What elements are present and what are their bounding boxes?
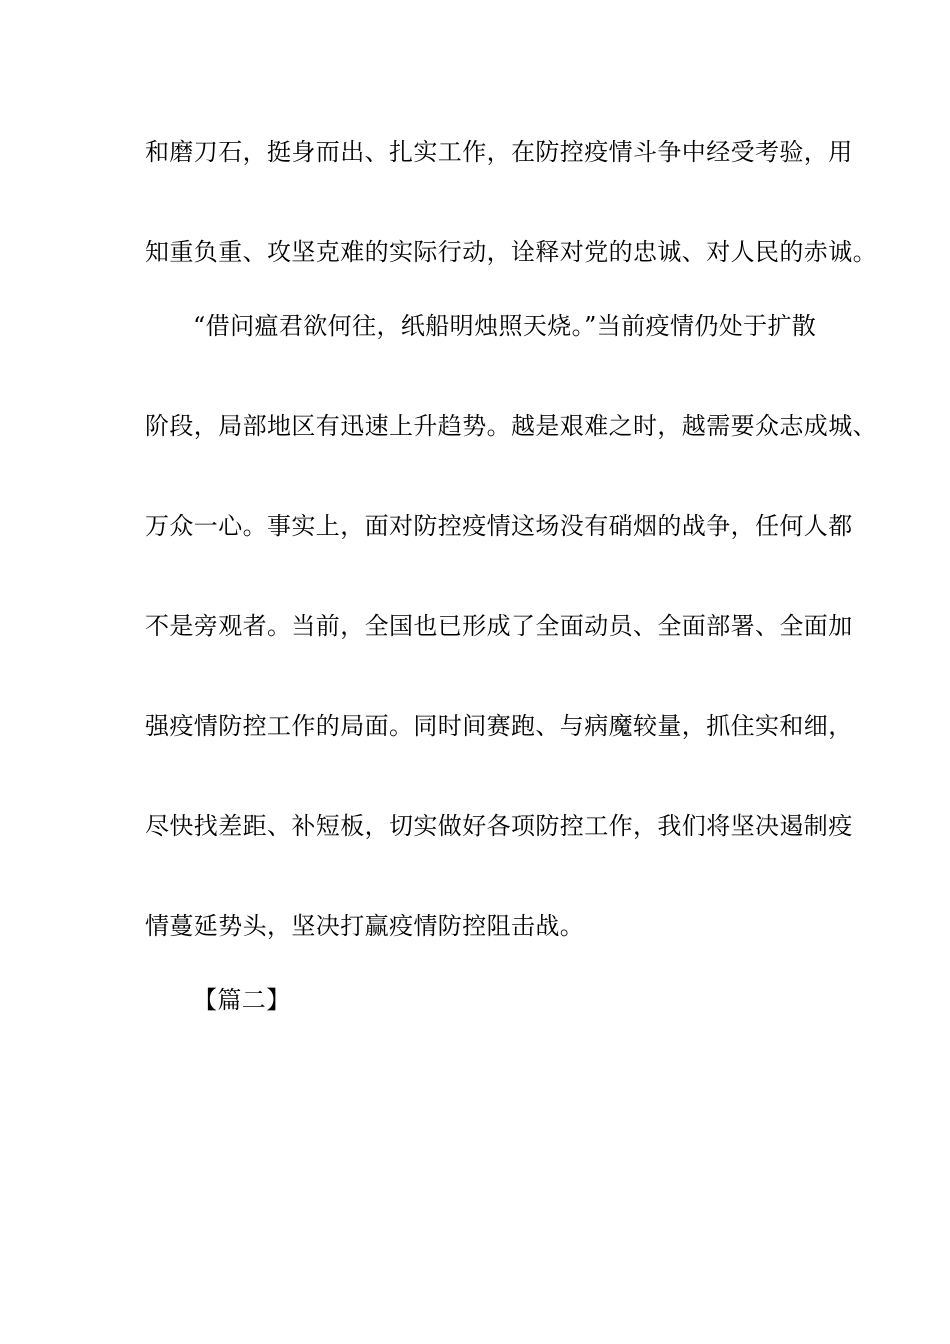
body-text-line: 知重负重、攻坚克难的实际行动，诠释对党的忠诚、对人民的赤诚。 (145, 238, 877, 266)
section-heading: 【篇二】 (193, 986, 291, 1014)
body-text-line: 不是旁观者。当前，全国也已形成了全面动员、全面部署、全面加 (145, 612, 853, 640)
body-text-line: 和磨刀石，挺身而出、扎实工作，在防控疫情斗争中经受考验，用 (145, 138, 853, 166)
body-text-line: 阶段，局部地区有迅速上升趋势。越是艰难之时，越需要众志成城、 (145, 412, 877, 440)
body-text-line: 强疫情防控工作的局面。同时间赛跑、与病魔较量，抓住实和细， (145, 712, 853, 740)
body-text-line: 万众一心。事实上，面对防控疫情这场没有硝烟的战争，任何人都 (145, 512, 853, 540)
body-text-line: “借问瘟君欲何往，纸船明烛照天烧。”当前疫情仍处于扩散 (193, 312, 817, 340)
body-text-line: 尽快找差距、补短板，切实做好各项防控工作，我们将坚决遏制疫 (145, 812, 853, 840)
body-text-line: 情蔓延势头，坚决打赢疫情防控阻击战。 (145, 912, 585, 940)
